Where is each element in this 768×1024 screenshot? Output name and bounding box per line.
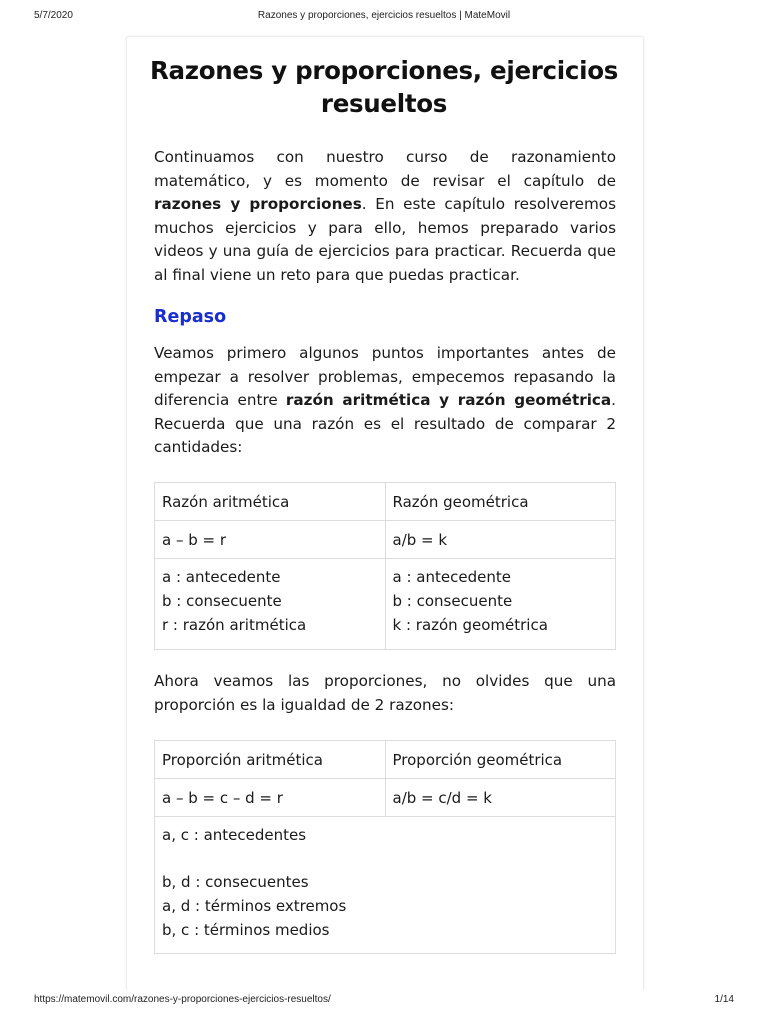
print-url: https://matemovil.com/razones-y-proporciones-ejercicios-resueltos/ — [34, 994, 331, 1005]
spacer — [162, 847, 608, 870]
article-title: Razones y proporciones, ejercicios resueltos — [149, 56, 619, 118]
intro-bold: razones y proporciones — [154, 195, 362, 213]
definitions-razon-aritmetica — [155, 559, 386, 650]
table-row — [155, 741, 616, 779]
repaso-text-2: . Recuerda que una razón es el resultado de comparar 2 cantidades: — [154, 391, 616, 456]
header-razon-aritmetica: Razón aritmética — [155, 483, 386, 521]
intro-text-2: . En este capítulo resolveremos muchos ejercicios y para ello, hemos preparado varios videos y una guía de ejercicios para practicar. Recuerda que al final viene un reto para que puedas practicar. — [154, 195, 616, 284]
header-proporcion-geometrica: Proporción geométrica — [385, 741, 616, 779]
repaso-text-1: Veamos primero algunos puntos importantes antes de empezar a resolver problemas, empecemos repasando la diferencia entre — [154, 344, 616, 409]
definition-line: b : consecuente — [392, 592, 513, 610]
header-razon-geometrica: Razón geométrica — [385, 483, 616, 521]
proporcion-table — [154, 740, 616, 954]
formula-proporcion-geometrica: a/b = c/d = k — [385, 779, 616, 817]
print-footer — [0, 990, 768, 1024]
definitions-proporcion — [155, 817, 616, 954]
formula-razon-aritmetica: a – b = r — [155, 521, 386, 559]
definition-line: b, c : términos medios — [162, 921, 330, 939]
print-page-title: Razones y proporciones, ejercicios resueltos | MateMovil — [257, 10, 511, 21]
table-row — [155, 483, 616, 521]
proporcion-paragraph: Ahora veamos las proporciones, no olvides que una proporción es la igualdad de 2 razones: — [154, 672, 616, 714]
intro-text-1: Continuamos con nuestro curso de razonamiento matemático, y es momento de revisar el capítulo de — [154, 148, 616, 190]
repaso-paragraph — [154, 342, 616, 460]
print-header — [0, 0, 768, 28]
table-row — [155, 559, 616, 650]
definition-line: a : antecedente — [392, 568, 511, 586]
definition-line: a : antecedente — [162, 568, 281, 586]
formula-proporcion-aritmetica: a – b = c – d = r — [155, 779, 386, 817]
definition-line: b : consecuente — [162, 592, 282, 610]
table-row — [155, 779, 616, 817]
header-proporcion-aritmetica: Proporción aritmética — [155, 741, 386, 779]
definition-line: a, c : antecedentes — [162, 826, 307, 844]
definition-line: b, d : consecuentes — [162, 873, 309, 891]
repaso-bold: razón aritmética y razón geométrica — [285, 391, 612, 409]
definition-line: a, d : términos extremos — [162, 897, 347, 915]
page-number: 1/14 — [714, 994, 734, 1005]
definitions-razon-geometrica — [385, 559, 616, 650]
intro-paragraph — [154, 146, 616, 287]
table-row — [155, 521, 616, 559]
razon-table — [154, 482, 616, 650]
table-row — [155, 817, 616, 954]
definition-line: r : razón aritmética — [162, 616, 307, 634]
formula-razon-geometrica: a/b = k — [385, 521, 616, 559]
definition-line: k : razón geométrica — [392, 616, 548, 634]
repaso-heading: Repaso — [154, 307, 227, 327]
print-date: 5/7/2020 — [34, 10, 73, 21]
